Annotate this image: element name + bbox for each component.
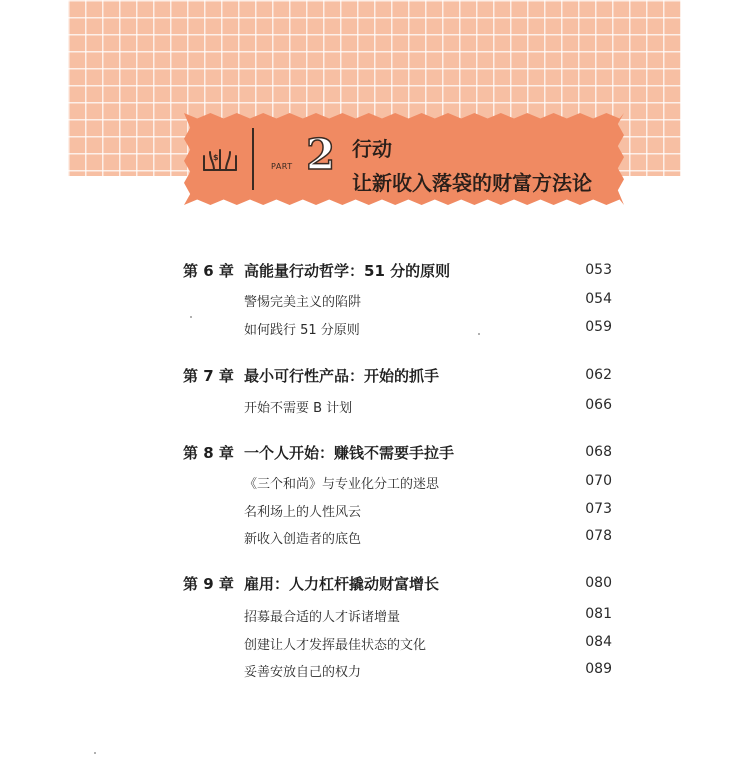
chapter-title: 雇用：人力杠杆撬动财富增长 bbox=[244, 575, 440, 593]
part-label: PART bbox=[271, 162, 293, 171]
chapter-row[interactable] bbox=[0, 365, 750, 387]
page-number: 053 bbox=[585, 262, 612, 278]
page-number: 089 bbox=[585, 661, 612, 677]
section-title: 警惕完美主义的陷阱 bbox=[244, 295, 362, 310]
page-number: 068 bbox=[585, 444, 612, 460]
section-row[interactable] bbox=[0, 397, 750, 419]
section-row[interactable] bbox=[0, 606, 750, 628]
scan-speck bbox=[190, 316, 192, 318]
section-title: 新收入创造者的底色 bbox=[244, 532, 362, 547]
section-title: 如何践行 51 分原则 bbox=[244, 323, 360, 338]
page-number: 054 bbox=[585, 291, 612, 307]
section-row[interactable] bbox=[0, 319, 750, 341]
part-subtitle: 让新收入落袋的财富方法论 bbox=[352, 171, 592, 195]
page-number: 062 bbox=[585, 367, 612, 383]
section-row[interactable] bbox=[0, 634, 750, 656]
section-title: 名利场上的人性风云 bbox=[244, 505, 362, 520]
section-title: 创建让人才发挥最佳状态的文化 bbox=[244, 638, 427, 653]
section-row[interactable] bbox=[0, 473, 750, 495]
part-number: 2 bbox=[306, 130, 336, 179]
section-title: 《三个和尚》与专业化分工的迷思 bbox=[244, 477, 440, 492]
section-row[interactable] bbox=[0, 528, 750, 550]
page-number: 084 bbox=[585, 634, 612, 650]
chapter-title: 最小可行性产品：开始的抓手 bbox=[244, 367, 440, 385]
scan-speck bbox=[478, 333, 480, 335]
page-number: 059 bbox=[585, 319, 612, 335]
chapter-number: 第 8 章 bbox=[183, 444, 234, 462]
section-title: 妥善安放自己的权力 bbox=[244, 665, 362, 680]
page-number: 070 bbox=[585, 473, 612, 489]
chapter-row[interactable] bbox=[0, 442, 750, 464]
section-row[interactable] bbox=[0, 661, 750, 683]
chapter-number: 第 6 章 bbox=[183, 262, 234, 280]
section-row[interactable] bbox=[0, 501, 750, 523]
page-number: 078 bbox=[585, 528, 612, 544]
chapter-title: 一个人开始：赚钱不需要手拉手 bbox=[244, 444, 455, 462]
chapter-number: 第 7 章 bbox=[183, 367, 234, 385]
chapter-row[interactable] bbox=[0, 573, 750, 595]
section-title: 招募最合适的人才诉诸增量 bbox=[244, 610, 401, 625]
chapter-title: 高能量行动哲学：51 分的原则 bbox=[244, 262, 451, 280]
chapter-number: 第 9 章 bbox=[183, 575, 234, 593]
page-number: 066 bbox=[585, 397, 612, 413]
section-title: 开始不需要 B 计划 bbox=[244, 401, 353, 416]
section-row[interactable] bbox=[0, 291, 750, 313]
part-title: 行动 bbox=[352, 137, 392, 161]
page-number: 081 bbox=[585, 606, 612, 622]
page-number: 080 bbox=[585, 575, 612, 591]
scan-speck bbox=[94, 752, 96, 754]
svg-text:$: $ bbox=[213, 153, 219, 162]
chapter-row[interactable] bbox=[0, 260, 750, 282]
page-number: 073 bbox=[585, 501, 612, 517]
